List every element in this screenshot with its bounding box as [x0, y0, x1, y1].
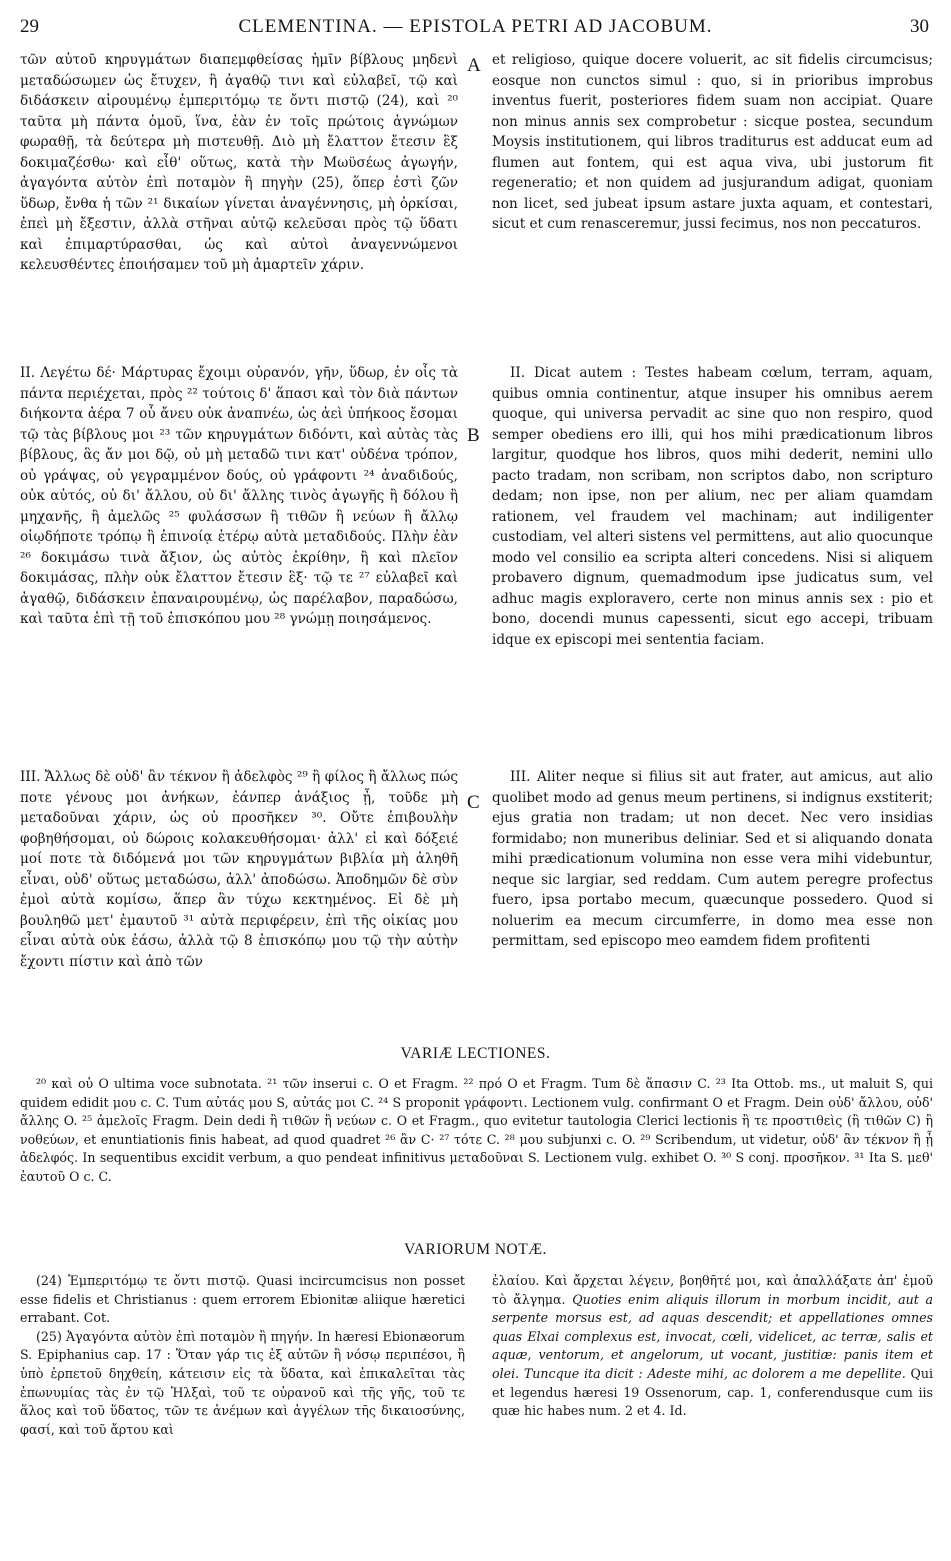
running-header — [20, 16, 931, 42]
page-number-left: 29 — [20, 16, 39, 37]
variae-lectiones-text: ²⁰ καὶ οὐ O ultima voce subnotata. ²¹ τῶν inserui c. O et Fragm. ²² πρό O et Fragm. Tum δὲ ἅπασιν C. ²³ Ita Ottob. ms., ut maluit S, qui quidem edidit μου c. C. Tum αὐτάς μου S, αὐτάς μοι C. ²⁴ S proponit γράφοντι. Lectionem vulg. confirmant O et Fragm. Dein οὐδ' ἄλλου, οὐδ' ἄλλης O. ²⁵ ἀμελοῖς Fragm. Dein dedi ἢ τιθῶν ἢ νεύων c. O et Fragm., quo evitetur tautologia Clerici lectionis ἢ τε προστιθεὶς (ἢ τιθῶν C) ἢ νοθεύων, et enuntiationis finis habeat, ad quod quadret ²⁶ ἂν C· ²⁷ τότε C. ²⁸ μου subjunxi c. O. ²⁹ Scribendum, ut videtur, οὐδ' ἂν τέκνον ἢ ᾖ ἀδελφός. In sequentibus excidit verbum, a quo pendeat infinitivus μεταδοῦναι S. Lectionem vulg. exhibet O. ³⁰ S conj. προσῆκον. ³¹ Ita S. μεθ' ἑαυτοῦ O c. C. — [20, 1076, 933, 1184]
note-25: (25) Ἀγαγόντα αὐτὸν ἐπὶ ποταμὸν ἢ πηγήν. In hæresi Ebionæorum S. Epiphanius cap. 17 : Ὅταν γάρ τις ἐξ αὐτῶν ἢ νόσῳ περιπέσοι, ἢ ὑπὸ ἑρπετοῦ δηχθείη, κάτεισιν εἰς τὰ ὕδατα, καὶ ἐπικαλεῖται τὰς ἐπωνυμίας τὰς ἐν τῷ Ἠλξαὶ, τοῦ τε οὐρανοῦ καὶ τῆς γῆς, τοῦ τε ἅλος καὶ τοῦ ὕδατος, τῶν τε ἀνέμων καὶ ἀγγέλων τῆς δικαιοσύνης, φασί, καὶ τοῦ ἄρτου καὶ — [20, 1328, 465, 1437]
latin-paragraph-3: III. Aliter neque si filius sit aut frater, aut amicus, aut alio quolibet modo ad genus meum pertinens, si indignus exstiterit; ejus gratia non tradam; ut non decet. Nec vero insidias formidabo; non muneribus deliniar. Sed et si aliquando donata mihi prædicationum volumina non esse vera mihi videbuntur, neque sic largiar, sed reddam. Cum autem peregre profectus fuero, ipsa portabo mecum, quæcunque possedero. Quod si noluerim ea mecum circumferre, in domo mea esse non permittam, sed episcopo meo eamdem fidem profitenti — [492, 769, 933, 949]
greek-paragraph-2: II. Λεγέτω δέ· Μάρτυρας ἔχοιμι οὐρανόν, γῆν, ὕδωρ, ἐν οἷς τὰ πάντα περιέχεται, πρὸς ²² τούτοις δ' ἅπασι καὶ τὸν διὰ πάντων διήκοντα ἀέρα 7 οὗ ἄνευ οὐκ ἀναπνέω, ὡς ἀεὶ ὑπήκοος ἔσομαι τῷ τὰς βίβλους μοι ²³ τῶν κηρυγμάτων διδόντι, καὶ αὐτὰς τὰς βίβλους, ἃς ἄν μοι δῷ, οὐ μὴ μεταδῶ τινι κατ' οὐδένα τρόπον, οὐ γράψας, οὐ γεγραμμένον δούς, οὐ γράφοντι ²⁴ ἀναδιδούς, οὐκ αὐτός, οὐ δι' ἄλλου, οὐ δι' ἄλλης τινὸς ἀγωγῆς ἢ δόλου ἢ μηχανῆς, ἢ ἀμελῶς ²⁵ φυλάσσων ἢ τιθῶν ἢ νεύων ἢ ἄλλῳ οἱῳδήποτε τρόπῳ ἢ ἐπινοίᾳ ἑτέρῳ αὐτὰ μεταδιδούς. Πλὴν ἐὰν ²⁶ δοκιμάσω τινὰ ἄξιον, ὡς αὐτὸς ἐκρίθην, ἢ καὶ πλεῖον δοκιμάσας, πλὴν οὐκ ἔλαττον ἔτεσιν ἓξ· τῷ τε ²⁷ εὐλαβεῖ καὶ ἀγαθῷ, διδάσκειν ἐπαναιρουμένῳ, ὡς παρέλαβον, παραδώσω, καὶ ταῦτα ἐπὶ τῇ τοῦ ἐπισκόπου μου ²⁸ γνώμῃ ποιησάμενος. — [20, 365, 458, 627]
variae-lectiones-heading: VARIÆ LECTIONES. — [400, 1045, 551, 1062]
greek-paragraph-1: τῶν αὐτοῦ κηρυγμάτων διαπεμφθείσας ἡμῖν βίβλους μηδενὶ μεταδώσωμεν ὡς ἔτυχεν, ἢ ἀγαθῷ τινι καὶ εὐλαβεῖ, τῷ καὶ διδάσκειν αἱρουμένῳ ἐμπεριτόμῳ τε ὄντι πιστῷ (24), καὶ ²⁰ ταῦτα μὴ πάντα ὁμοῦ, ἵνα, ἐὰν ἐν τοῖς πρώτοις ἀγνώμων φωραθῇ, τὰ δεύτερα μὴ πιστευθῇ. Διὸ μὴ ἔλαττον ἔτεσιν ἓξ δοκιμαζέσθω· καὶ εἶθ' οὕτως, κατὰ τὴν Μωϋσέως ἀγωγήν, ἀγαγόντα αὐτὸν ἐπὶ ποταμὸν ἢ πηγὴν (25), ὅπερ ἐστὶ ζῶν ὕδωρ, ἔνθα ἡ τῶν ²¹ δικαίων γίνεται ἀναγέννησις, μὴ ὁρκίσαι, ἐπεὶ μὴ ἔξεστιν, ἀλλὰ στῆναι αὐτῷ κελεῦσαι πρὸς τῷ ὕδατι καὶ ἐπιμαρτύρασθαι, ὡς καὶ αὐτοὶ ἀναγεννώμενοι κελευσθέντες ἐποιήσαμεν τοῦ μὴ ἁμαρτεῖν χάριν. — [20, 52, 458, 273]
section-mark-a: A — [467, 55, 481, 76]
variorum-notae-heading: VARIORUM NOTÆ. — [404, 1241, 547, 1258]
section-mark-b: B — [467, 425, 480, 446]
note-reference: Qui et legendus hæresi 19 Ossenorum, cap. 1, conferendusque cum iis quæ hic habes num. 2 et 4. Id. — [492, 1365, 933, 1419]
variorum-notes-left — [20, 1272, 465, 1439]
note-latin-translation: Quoties enim aliquis illorum in morbum incidit, aut a serpente morsus est, ad aquas descendit; et appellationes omnes quas Elxai complexus est, invocat, cœli, videlicet, ac terræ, salis et aquæ, ventorum, et angelorum, ut vocant, justitiæ: panis item et olei. Tuncque ita dicit : Adeste mihi, ac dolorem a me depellite. — [492, 1291, 933, 1381]
greek-paragraph-3: III. Ἄλλως δὲ οὐδ' ἂν τέκνον ἢ ἀδελφὸς ²⁹ ἢ φίλος ἢ ἄλλως πώς ποτε γένους μοι ἀνήκων, ἐάνπερ ἀνάξιος ᾖ, τοῦδε μὴ μεταδοῦναι χάριν, ὡς οὐ προσῆκεν ³⁰. Οὔτε ἐπιβουλὴν φοβηθήσομαι, οὐ δώροις κολακευθήσομαι· ἀλλ' εἰ καὶ δόξειέ μοί ποτε τὰ διδόμενά μοι τῶν κηρυγμάτων βιβλία μὴ ἀληθῆ εἶναι, οὐδ' οὕτως μεταδώσω, ἀλλ' ἀποδώσω. Ἀποδημῶν δὲ σὺν ἐμοὶ αὐτὰ κομίσω, ἅπερ ἂν τύχω κεκτημένος. Εἰ δὲ μὴ βουληθῶ μετ' ἐμαυτοῦ ³¹ αὐτὰ περιφέρειν, ἐπὶ τῆς οἰκίας μου εἶναι αὐτὰ οὐκ ἐάσω, ἀλλὰ τῷ 8 ἐπισκόπῳ μου τῷ τὴν αὐτὴν ἔχοντι πίστιν καὶ ἀπὸ τῶν — [20, 769, 458, 970]
variorum-notes-right — [492, 1272, 933, 1421]
latin-paragraph-1: et religioso, quique docere voluerit, ac sit fidelis circumcisus; eosque non cunctos simul : quo, si in prioribus improbus inventus fuerit, posteriores fidem suam non accipiat. Quare non minus annis sex comprobetur : sicque postea, secundum Moysis institutionem, qui libros traditurus est adducat eum ad flumen aut fontem, qui est aqua viva, ubi justorum fit regeneratio; et non quidem ad jusjurandum adigat, quoniam non licet, sed jubeat ipsum astare juxta aquam, et contestari, sicut et cum renasceremur, jussi fecimus, nos non peccaturos. — [492, 52, 933, 232]
latin-paragraph-2: II. Dicat autem : Testes habeam cœlum, terram, aquam, quibus omnia continentur, atque insuper his omnibus aerem quoque, qui universa pervadit ac sine quo non respiro, quod semper obediens ero illi, qui hos mihi prædicationum libros largitur, quodque hos libros, quos mihi dederit, nemini ullo pacto tradam, non scribam, non scriptos dabo, non scripturo dedam; non ipse, non per alium, nec per aliam quamdam rationem, vel fraudem vel machinam; aut indiligenter custodiam, vel alteri sistens vel permittens, aut alio quocunque modo vel consilio ea scripta alteri concedens. Nisi si aliquem probavero dignum, quemadmodum ipse judicatus sum, vel adhuc magis exploravero, certe non minus annis sex : pio et bono, docendi munus capessenti, sicut ego accepi, tribuam idque ex episcopi mei sententia faciam. — [492, 365, 933, 648]
section-mark-c: C — [467, 792, 480, 813]
page-number-right: 30 — [910, 16, 929, 37]
note-greek-continuation: ἐλαίου. Καὶ ἄρχεται λέγειν, βοηθῆτέ μοι, καὶ ἀπαλλάξατε ἀπ' ἐμοῦ τὸ ἄλγημα. — [492, 1273, 933, 1307]
running-title: CLEMENTINA. — EPISTOLA PETRI AD JACOBUM. — [238, 16, 713, 37]
note-24: (24) Ἐμπεριτόμῳ τε ὄντι πιστῷ. Quasi incircumcisus non posset esse fidelis et Christianus : quem errorem Ebionitæ aliique hæretici errabant. Cot. — [20, 1273, 465, 1326]
